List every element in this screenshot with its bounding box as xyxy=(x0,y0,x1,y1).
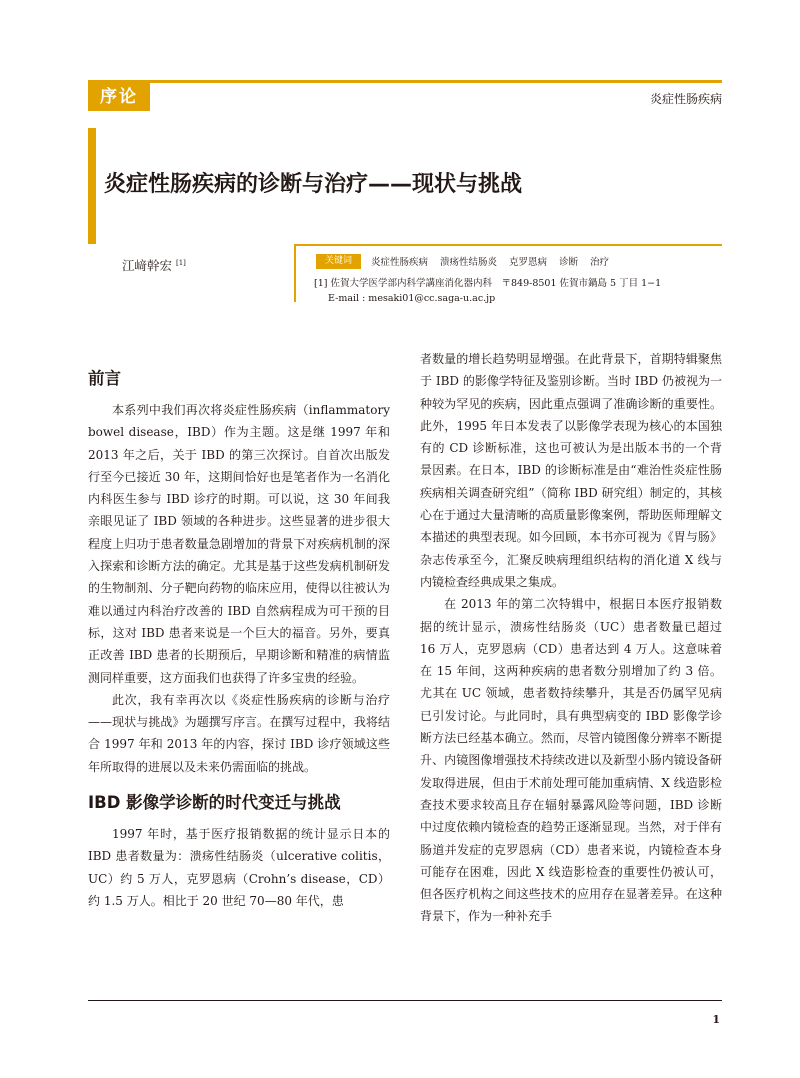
author xyxy=(122,256,186,274)
body-paragraph: 此次，我有幸再次以《炎症性肠疾病的诊断与治疗——现状与挑战》为题撰写序言。在撰写过程中，我将结合 1997 年和 2013 年的内容，探讨 IBD 诊疗领域这些年所取得的进展以及未来仍需面临的挑战。 xyxy=(88,692,390,774)
keywords xyxy=(316,253,621,269)
affiliation xyxy=(314,276,734,306)
keyword-item: 克罗恩病 xyxy=(509,257,548,268)
page-number: 1 xyxy=(712,1013,720,1026)
affiliation-address: [1] 佐賀大学医学部内科学講座消化器内科 〒849-8501 佐賀市鍋島 5 丁目 1−1 xyxy=(314,278,662,289)
keywords-rule xyxy=(294,244,722,246)
section-heading-imaging: IBD 影像学诊断的时代变迁与挑战 xyxy=(88,793,341,813)
body-paragraph: 1997 年时，基于医疗报销数据的统计显示日本的 IBD 患者数量为：溃疡性结肠炎（ulcerative colitis，UC）约 5 万人，克罗恩病（Crohn’s disease，CD）约 1.5 万人。相比于 20 世纪 70—80 年代，患 xyxy=(88,827,390,908)
footer-rule xyxy=(88,1000,722,1001)
section-heading-preface: 前言 xyxy=(88,369,121,388)
affiliation-email: E-mail : mesaki01@cc.saga-u.ac.jp xyxy=(328,293,496,304)
body-paragraph: 本系列中我们再次将炎症性肠疾病（inflammatory bowel disease，IBD）作为主题。这是继 1997 年和 2013 年之后，关于 IBD 的第三次探讨。自首次出版发行至今已接近 30 年，这期间恰好也是笔者作为一名消化内科医生参与 IBD 诊疗的时期。可以说，这 30 年间我亲眼见证了 IBD 领域的各种进步。这些显著的进步很大程度上归功于患者数量急剧增加的背景下对疾病机制的深入探索和诊断方法的确定。尤其是基于这些发病机制研发的生物制剂、分子靶向药物的临床应用，使得以往被认为难以通过内科治疗改善的 IBD 自然病程成为可干预的目标，这对 IBD 患者来说是一个巨大的福音。另外，要真正改善 IBD 患者的长期预后，早期诊断和精准的病情监测同样重要，这方面我们也获得了许多宝贵的经验。 xyxy=(88,403,390,685)
body-column-right xyxy=(420,348,722,928)
keyword-item: 炎症性肠疾病 xyxy=(371,257,429,268)
keyword-item: 溃疡性结肠炎 xyxy=(440,257,498,268)
title-accent-bar xyxy=(88,128,96,244)
header-rule xyxy=(88,80,722,83)
keyword-item: 诊断 xyxy=(559,257,579,268)
running-head: 炎症性肠疾病 xyxy=(649,92,722,106)
body-column-left xyxy=(88,348,390,912)
keyword-item: 治疗 xyxy=(590,257,610,268)
article-title: 炎症性肠疾病的诊断与治疗——现状与挑战 xyxy=(104,172,523,197)
body-paragraph: 在 2013 年的第二次特辑中，根据日本医疗报销数据的统计显示，溃疡性结肠炎（UC）患者数量已超过 16 万人，克罗恩病（CD）患者达到 4 万人。这意味着在 15 年间，这两种疾病的患者数分别增加了约 3 倍。尤其在 UC 领域，患者数持续攀升，其是否仍属罕见病已引发讨论。与此同时，具有典型病变的 IBD 影像学诊断方法已经基本确立。然而，尽管内镜图像分辨率不断提升、内镜图像增强技术持续改进以及新型小肠内镜设备研发取得进展，但由于术前处理可能加重病情、X 线造影检查技术要求较高且存在辐射暴露风险等问题，IBD 诊断中过度依赖内镜检查的趋势正逐渐显现。当然，对于伴有肠道并发症的克罗恩病（CD）患者来说，内镜检查本身可能存在困难，因此 X 线造影检查的重要性仍被认可，但各医疗机构之间这些技术的应用存在显著差异。在这种背景下，作为一种补充手 xyxy=(420,597,722,924)
body-paragraph: 者数量的增长趋势明显增强。在此背景下，首期特辑聚焦于 IBD 的影像学特征及鉴别诊断。当时 IBD 仍被视为一种较为罕见的疾病，因此重点强调了准确诊断的重要性。此外，1995 年日本发表了以影像学表现为核心的本国独有的 CD 诊断标准，这也可被认为是出版本书的一个背景因素。在日本，IBD 的诊断标准是由“难治性炎症性肠疾病相关调查研究组”（简称 IBD 研究组）制定的，其核心在于通过大量清晰的高质量影像案例，帮助医师理解文本描述的典型表现。如今回顾，本书亦可视为《胃与肠》杂志传承至今，汇聚反映病理组织结构的消化道 X 线与内镜检查经典成果之集成。 xyxy=(420,352,722,589)
section-label: 序论 xyxy=(88,83,150,111)
author-name: 江﨑幹宏 xyxy=(122,258,173,273)
author-ref: [1] xyxy=(176,258,186,267)
keywords-side-line xyxy=(294,246,296,302)
keywords-label: 关键词 xyxy=(316,254,361,269)
